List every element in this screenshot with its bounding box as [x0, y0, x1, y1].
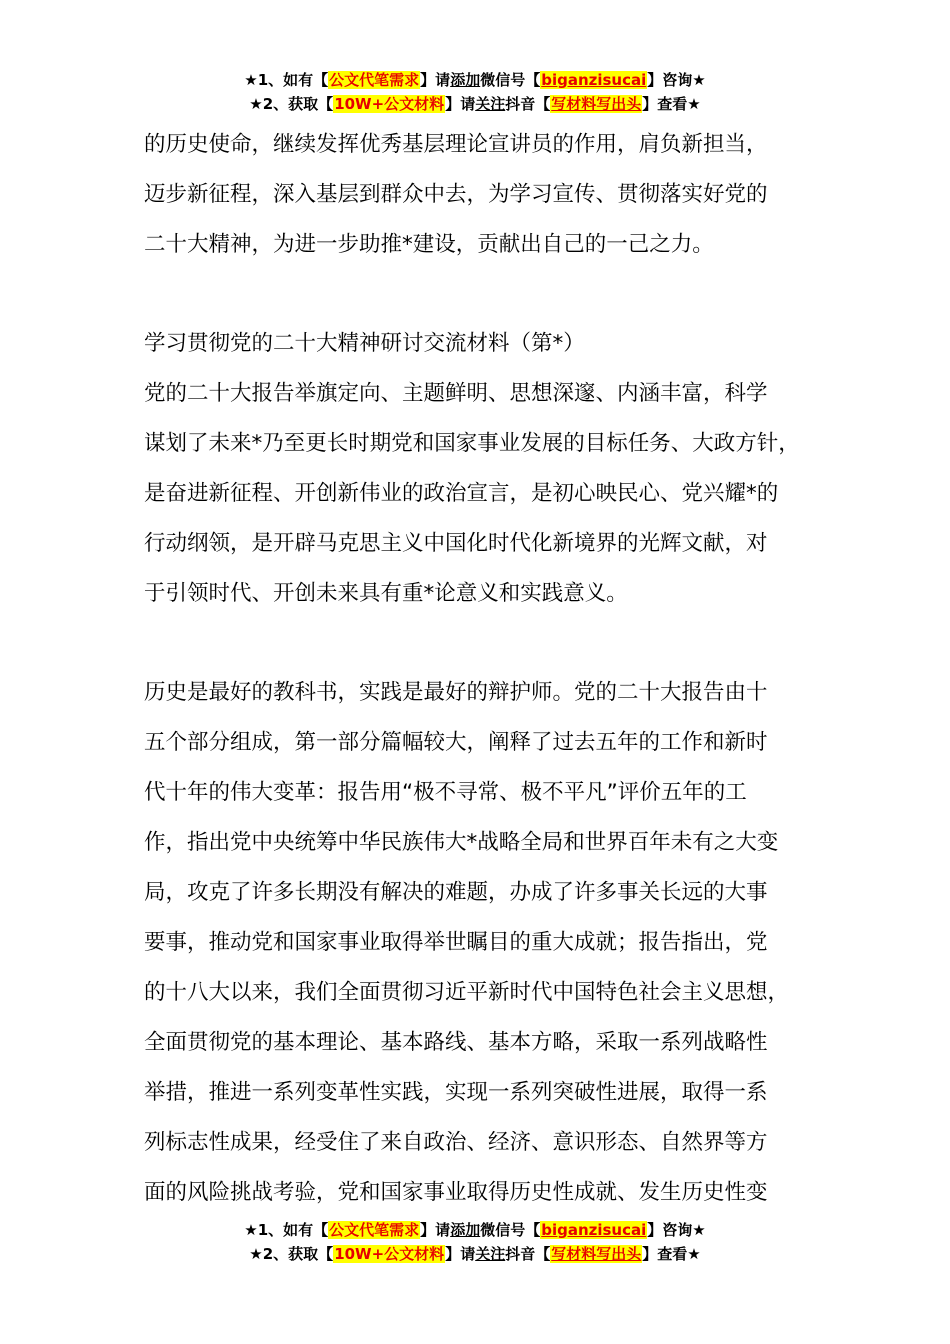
header-banner	[0, 68, 950, 116]
banner-douyin-name: 写材料写出头	[551, 1245, 642, 1263]
intro-paragraph	[144, 120, 834, 270]
text-line: 五个部分组成，第一部分篇幅较大，阐释了过去五年的工作和新时	[144, 730, 768, 755]
banner-line-2	[0, 92, 950, 116]
banner-text: 微信号【	[480, 1221, 541, 1239]
banner-emphasis: 关注	[475, 1245, 506, 1263]
text-line: 要事，推动党和国家事业取得举世瞩目的重大成就；报告指出，党	[144, 930, 768, 955]
banner-text: 微信号【	[480, 71, 541, 89]
text-line: 党的二十大报告举旗定向、主题鲜明、思想深邃、内涵丰富，科学	[144, 381, 768, 406]
text-line: 作，指出党中央统筹中华民族伟大*战略全局和世界百年未有之大变	[144, 830, 779, 855]
banner-text: 】请	[420, 1221, 451, 1239]
text-line: 列标志性成果，经受住了来自政治、经济、意识形态、自然界等方	[144, 1130, 768, 1155]
banner-emphasis: 添加	[450, 71, 481, 89]
text-line: 行动纲领，是开辟马克思主义中国化时代化新境界的光辉文献，对	[144, 531, 768, 556]
banner-text: ★2、获取【	[249, 1245, 334, 1263]
banner-text: 】请	[445, 95, 476, 113]
text-line: 局，攻克了许多长期没有解决的难题，办成了许多事关长远的大事	[144, 880, 768, 905]
paragraph-gap	[144, 619, 834, 668]
text-line: 代十年的伟大变革：报告用“极不寻常、极不平凡”评价五年的工	[144, 780, 747, 805]
banner-text: 抖音【	[505, 95, 551, 113]
banner-text: 】请	[445, 1245, 476, 1263]
banner-highlight: 公文代笔需求	[329, 1221, 420, 1239]
paragraph-2	[144, 668, 834, 1218]
document-body	[144, 120, 834, 1218]
banner-line-2	[0, 1242, 950, 1266]
footer-banner	[0, 1218, 950, 1266]
banner-text: ★1、如有【	[244, 71, 329, 89]
text-line: 二十大精神，为进一步助推*建设，贡献出自己的一己之力。	[144, 232, 714, 257]
banner-emphasis: 添加	[450, 1221, 481, 1239]
banner-highlight: 10W+公文材料	[334, 1245, 445, 1263]
banner-text: 】查看★	[642, 1245, 701, 1263]
text-line: 的十八大以来，我们全面贯彻习近平新时代中国特色社会主义思想，	[144, 980, 790, 1005]
banner-wechat-id: biganzisucai	[541, 71, 647, 89]
banner-wechat-id: biganzisucai	[541, 1221, 647, 1239]
text-line: 迈步新征程，深入基层到群众中去，为学习宣传、贯彻落实好党的	[144, 182, 768, 207]
paragraph-1	[144, 369, 834, 619]
banner-text: 】咨询★	[647, 1221, 706, 1239]
text-line: 面的风险挑战考验，党和国家事业取得历史性成就、发生历史性变	[144, 1180, 768, 1205]
banner-text: 】咨询★	[647, 71, 706, 89]
banner-douyin-name: 写材料写出头	[551, 95, 642, 113]
banner-text: 】请	[420, 71, 451, 89]
text-line: 的历史使命，继续发挥优秀基层理论宣讲员的作用，肩负新担当，	[144, 132, 768, 157]
banner-text: 抖音【	[505, 1245, 551, 1263]
banner-line-1	[0, 1218, 950, 1242]
paragraph-gap	[144, 270, 834, 319]
banner-text: ★2、获取【	[249, 95, 334, 113]
text-line: 举措，推进一系列变革性实践，实现一系列突破性进展，取得一系	[144, 1080, 768, 1105]
banner-emphasis: 关注	[475, 95, 506, 113]
banner-highlight: 10W+公文材料	[334, 95, 445, 113]
text-line: 谋划了未来*乃至更长时期党和国家事业发展的目标任务、大政方针，	[144, 431, 800, 456]
text-line: 于引领时代、开创未来具有重*论意义和实践意义。	[144, 581, 628, 606]
banner-text: 】查看★	[642, 95, 701, 113]
section-title: 学习贯彻党的二十大精神研讨交流材料（第*）	[144, 331, 585, 356]
text-line: 是奋进新征程、开创新伟业的政治宣言，是初心映民心、党兴耀*的	[144, 481, 779, 506]
banner-text: ★1、如有【	[244, 1221, 329, 1239]
text-line: 历史是最好的教科书，实践是最好的辩护师。党的二十大报告由十	[144, 680, 768, 705]
text-line: 全面贯彻党的基本理论、基本路线、基本方略，采取一系列战略性	[144, 1030, 768, 1055]
banner-highlight: 公文代笔需求	[329, 71, 420, 89]
banner-line-1	[0, 68, 950, 92]
